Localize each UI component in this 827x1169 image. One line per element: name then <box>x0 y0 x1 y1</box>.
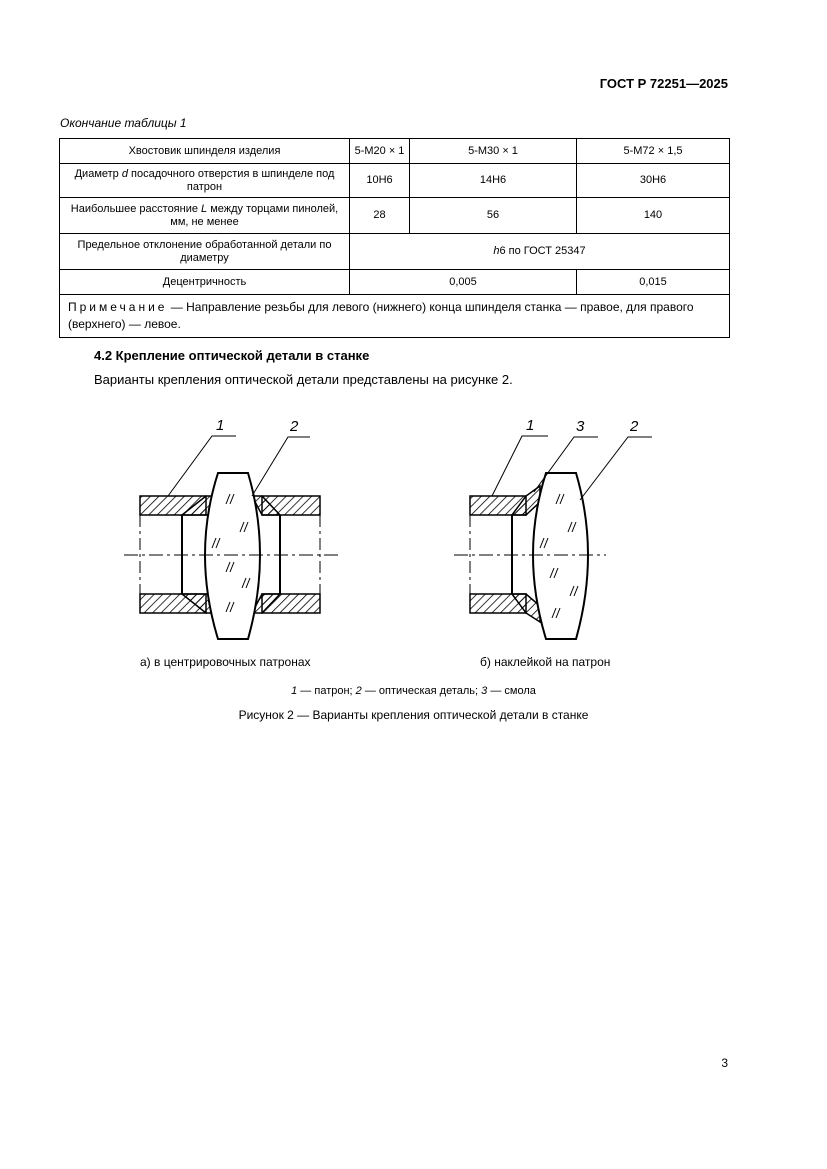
table-cell: 5-М30 × 1 <box>410 139 577 164</box>
figure-title: Рисунок 2 — Варианты крепления оптической детали в станке <box>238 708 589 722</box>
table-note-row <box>60 295 730 338</box>
spec-table <box>59 138 730 338</box>
caption-b: б) наклейкой на патрон <box>480 655 611 669</box>
table-row <box>60 139 730 164</box>
table-caption: Окончание таблицы 1 <box>60 116 187 130</box>
table-cell: 28 <box>350 198 410 234</box>
table-cell: 56 <box>410 198 577 234</box>
table-row <box>60 234 730 270</box>
table-cell: 0,015 <box>577 270 730 295</box>
page-number: 3 <box>721 1056 728 1070</box>
table-cell: 10Н6 <box>350 164 410 198</box>
table-cell: 5-М20 × 1 <box>350 139 410 164</box>
table-note: Примечание — Направление резьбы для левого (нижнего) конца шпинделя станка — правое, для правого (верхнего) — левое. <box>60 295 730 338</box>
leader-line <box>252 437 310 496</box>
table-row <box>60 164 730 198</box>
row-label: Диаметр d посадочного отверстия в шпинделе под патрон <box>60 164 350 198</box>
callout-2: 2 <box>630 418 639 435</box>
leader-line <box>580 437 652 500</box>
table-cell: 30Н6 <box>577 164 730 198</box>
sketch-b-chuck <box>470 486 540 622</box>
figure-2 <box>0 400 827 650</box>
sketch-a-lens <box>205 473 260 639</box>
table-cell: 140 <box>577 198 730 234</box>
table-cell: 0,005 <box>350 270 577 295</box>
row-label: Хвостовик шпинделя изделия <box>60 139 350 164</box>
table-cell: 14Н6 <box>410 164 577 198</box>
standard-id: ГОСТ Р 72251—2025 <box>599 76 728 91</box>
section-text: Варианты крепления оптической детали представлены на рисунке 2. <box>94 372 513 387</box>
table-row <box>60 270 730 295</box>
section-title: 4.2 Крепление оптической детали в станке <box>94 348 370 363</box>
callout-2: 2 <box>290 418 299 435</box>
callout-1: 1 <box>216 417 225 434</box>
row-label: Предельное отклонение обработанной детали по диаметру <box>60 234 350 270</box>
row-label: Децентричность <box>60 270 350 295</box>
caption-a: а) в центрировочных патронах <box>140 655 311 669</box>
table-cell: 5-М72 × 1,5 <box>577 139 730 164</box>
table-row <box>60 198 730 234</box>
table-cell: h6 по ГОСТ 25347 <box>350 234 730 270</box>
figure-legend: 1 — патрон; 2 — оптическая деталь; 3 — смола <box>291 685 536 697</box>
row-label: Наибольшее расстояние L между торцами пинолей, мм, не менее <box>60 198 350 234</box>
callout-1: 1 <box>526 417 535 434</box>
callout-3: 3 <box>576 418 585 435</box>
sketch-b-lens <box>533 473 588 639</box>
